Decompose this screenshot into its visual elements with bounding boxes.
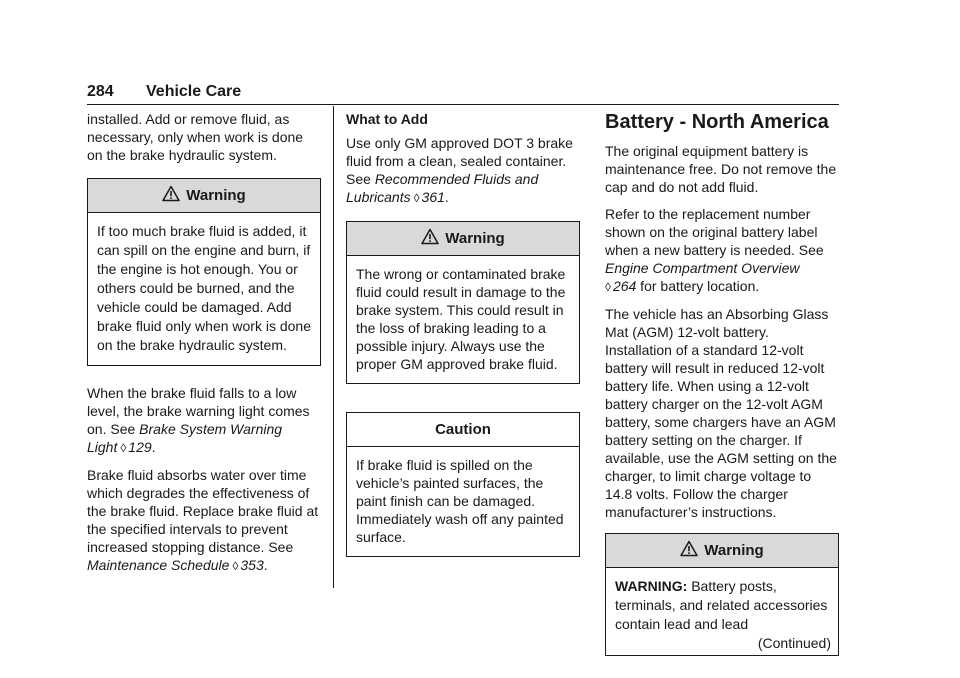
warning-triangle-icon bbox=[421, 228, 439, 245]
column-2 bbox=[346, 110, 580, 569]
warning-title: Warning bbox=[445, 230, 505, 247]
continued-label: (Continued) bbox=[757, 635, 831, 651]
column-3 bbox=[605, 110, 839, 668]
page-ref-symbol: ◊ bbox=[120, 441, 127, 455]
caution-box bbox=[346, 412, 580, 557]
page-ref-symbol: ◊ bbox=[232, 559, 239, 573]
page-ref-symbol: ◊ bbox=[413, 191, 420, 205]
warning-body: The wrong or contaminated brake fluid could result in damage to the brake system. This could result in the loss of braking leading to a possible injury. Always use the proper GM approved brake fluid. bbox=[356, 266, 566, 372]
section-heading: Battery - North America bbox=[605, 111, 829, 133]
cross-reference-link[interactable]: Recommended Fluids and Lubricants bbox=[346, 171, 539, 205]
subheading: What to Add bbox=[346, 111, 428, 127]
paragraph: The vehicle has an Absorbing Glass Mat (AGM) 12-volt battery. Installation of a standard 12-volt battery will result in reduced 12-volt battery life. When using a 12-volt battery charger on the 12-volt AGM battery, some chargers have an AGM battery setting on the charger. If available, use the AGM setting on the charger, to limit charge voltage to 14.8 volts. Follow the charger manufacturer’s instructions. bbox=[605, 306, 837, 520]
paragraph: installed. Add or remove fluid, as necessary, only when work is done on the brake hydraulic system. bbox=[87, 111, 304, 163]
warning-label: WARNING: bbox=[615, 578, 688, 594]
cross-reference-link[interactable]: Maintenance Schedule bbox=[87, 557, 230, 573]
warning-box bbox=[346, 221, 580, 384]
warning-box bbox=[605, 533, 839, 656]
warning-box bbox=[87, 178, 321, 366]
page-header bbox=[87, 80, 839, 105]
page-number: 284 bbox=[87, 83, 114, 100]
warning-box-header bbox=[606, 534, 838, 568]
page-reference[interactable]: 353 bbox=[240, 557, 264, 573]
column-1 bbox=[87, 110, 321, 584]
column-divider bbox=[333, 106, 334, 588]
warning-box-header bbox=[88, 179, 320, 213]
warning-body: WARNING: Battery posts, terminals, and related accessories contain lead and lead (Continued) bbox=[615, 578, 831, 651]
warning-body: If too much brake fluid is added, it can spill on the engine and burn, if the engine is hot enough. You or others could be burned, and the vehicle could be damaged. Add brake fluid only when work is done on the brake hydraulic system. bbox=[97, 223, 312, 353]
page-reference[interactable]: 361 bbox=[421, 189, 445, 205]
warning-box-header bbox=[347, 222, 579, 256]
paragraph: Refer to the replacement number shown on the original battery label when a new battery is needed. See Engine Compartment Overview ◊ 264 for battery location. bbox=[605, 206, 824, 294]
paragraph: Brake fluid absorbs water over time which degrades the effectiveness of the brake fluid. Replace brake fluid at the specified intervals to prevent increased stopping distance. See Maintenance Schedule ◊ 353. bbox=[87, 467, 319, 573]
page-reference[interactable]: 264 bbox=[612, 278, 637, 294]
page-ref-symbol: ◊ bbox=[605, 280, 611, 294]
cross-reference-link[interactable]: Brake System Warning Light bbox=[87, 421, 283, 455]
cross-reference-link[interactable]: Engine Compartment Overview bbox=[605, 260, 800, 276]
warning-title: Warning bbox=[186, 187, 246, 204]
section-title: Vehicle Care bbox=[146, 83, 242, 100]
caution-title: Caution bbox=[435, 421, 491, 438]
warning-triangle-icon bbox=[680, 540, 698, 557]
warning-triangle-icon bbox=[162, 185, 180, 202]
paragraph: Use only GM approved DOT 3 brake fluid from a clean, sealed container. See Recommended Fluids and Lubricants ◊ 361. bbox=[346, 135, 573, 205]
caution-body: If brake fluid is spilled on the vehicle’s painted surfaces, the paint finish can be damaged. Immediately wash off any painted surface. bbox=[356, 457, 564, 545]
paragraph: The original equipment battery is maintenance free. Do not remove the cap and do not add fluid. bbox=[605, 143, 837, 195]
caution-box-header bbox=[347, 413, 579, 447]
page-reference[interactable]: 129 bbox=[128, 439, 152, 455]
warning-title: Warning bbox=[704, 542, 764, 559]
paragraph: When the brake fluid falls to a low level, the brake warning light comes on. See Brake System Warning Light ◊ 129. bbox=[87, 385, 310, 455]
